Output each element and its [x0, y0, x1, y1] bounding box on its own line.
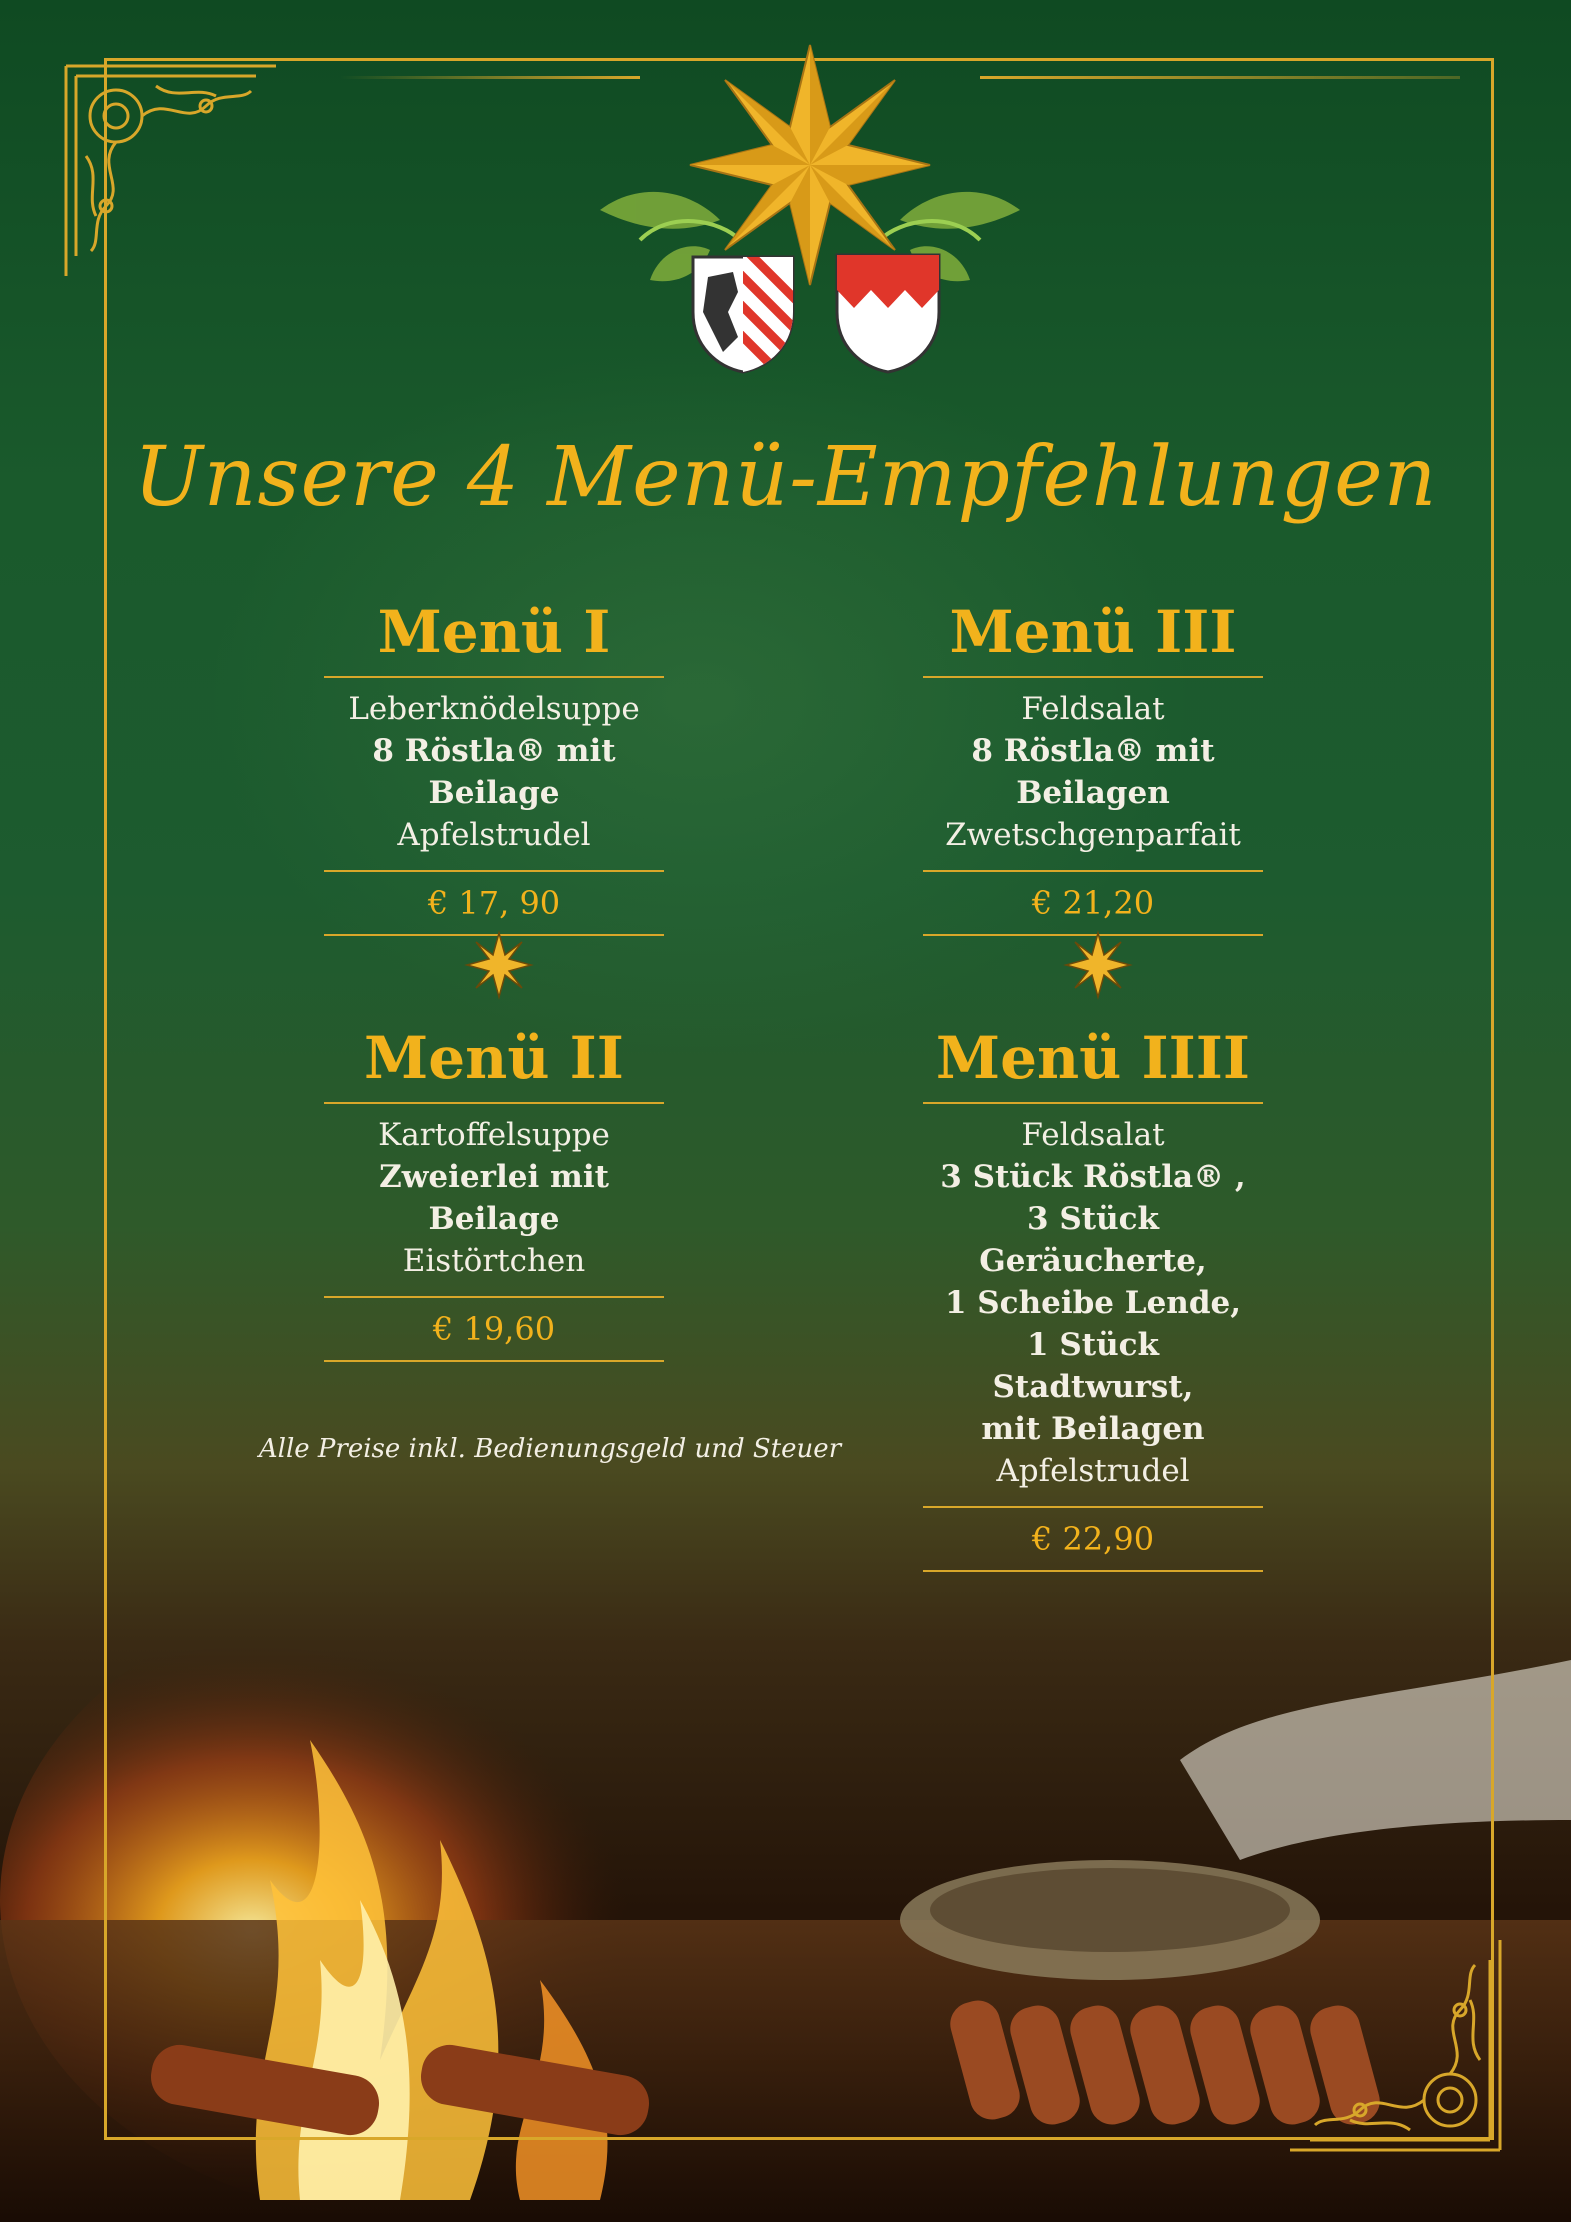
menu-card-2: [324, 1018, 664, 1366]
menu-item: 1 Stück Stadtwurst,: [992, 1327, 1194, 1405]
menu-title: Menü III: [949, 598, 1237, 666]
menu-items: [324, 1108, 664, 1292]
divider-rule: [923, 1570, 1263, 1572]
menu-items: [923, 682, 1263, 866]
ornament-corner-icon: [1280, 1930, 1510, 2160]
menu-title: Menü II: [364, 1024, 624, 1092]
menu-item: Feldsalat: [1021, 1117, 1165, 1153]
divider-rule: [324, 1102, 664, 1104]
menu-item: 8 Röstla® mit Beilagen: [971, 733, 1215, 811]
ornament-corner-icon: [56, 56, 286, 286]
star-emblem-icon: [580, 40, 1040, 380]
menu-item: Feldsalat: [1021, 691, 1165, 727]
menu-item: 1 Scheibe Lende,: [944, 1285, 1242, 1321]
star-divider-icon: [1063, 930, 1133, 1000]
menu-item: 3 Stück Geräucherte,: [979, 1201, 1207, 1279]
franconia-coat-of-arms-icon: [832, 250, 944, 376]
menu-card-4: [923, 1018, 1263, 1576]
menu-item: Apfelstrudel: [397, 817, 591, 853]
divider-rule: [923, 870, 1263, 872]
price-note: Alle Preise inkl. Bedienungsgeld und Steuer: [258, 1434, 842, 1464]
menu-item: mit Beilagen: [981, 1411, 1205, 1447]
menu-price: € 19,60: [432, 1310, 556, 1348]
menu-item: 3 Stück Röstla® ,: [940, 1159, 1246, 1195]
menu-price: € 21,20: [1031, 884, 1155, 922]
menu-item: Zwetschgenparfait: [945, 817, 1241, 853]
menu-title: Menü IIII: [935, 1024, 1251, 1092]
divider-rule: [324, 1360, 664, 1362]
menu-item: Zweierlei mit Beilage: [379, 1159, 609, 1237]
divider-rule: [923, 1102, 1263, 1104]
page-title: Unsere 4 Menü-Empfehlungen: [133, 430, 1438, 525]
menu-item: Apfelstrudel: [996, 1453, 1190, 1489]
divider-rule: [324, 1296, 664, 1298]
top-rule-right: [980, 76, 1460, 79]
menu-item: Kartoffelsuppe: [378, 1117, 610, 1153]
menu-items: [923, 1108, 1263, 1502]
menu-price: € 22,90: [1031, 1520, 1155, 1558]
menu-item: Eistörtchen: [402, 1243, 586, 1279]
divider-rule: [923, 676, 1263, 678]
menu-title: Menü I: [377, 598, 611, 666]
menu-item: 8 Röstla® mit Beilage: [372, 733, 616, 811]
menu-price: € 17, 90: [427, 884, 561, 922]
menu-card-1: [324, 592, 664, 940]
menu-item: Leberknödelsuppe: [348, 691, 640, 727]
divider-rule: [324, 870, 664, 872]
star-divider-icon: [464, 930, 534, 1000]
nuremberg-coat-of-arms-icon: [688, 252, 798, 376]
divider-rule: [324, 676, 664, 678]
divider-rule: [923, 1506, 1263, 1508]
menu-items: [324, 682, 664, 866]
menu-card-3: [923, 592, 1263, 940]
